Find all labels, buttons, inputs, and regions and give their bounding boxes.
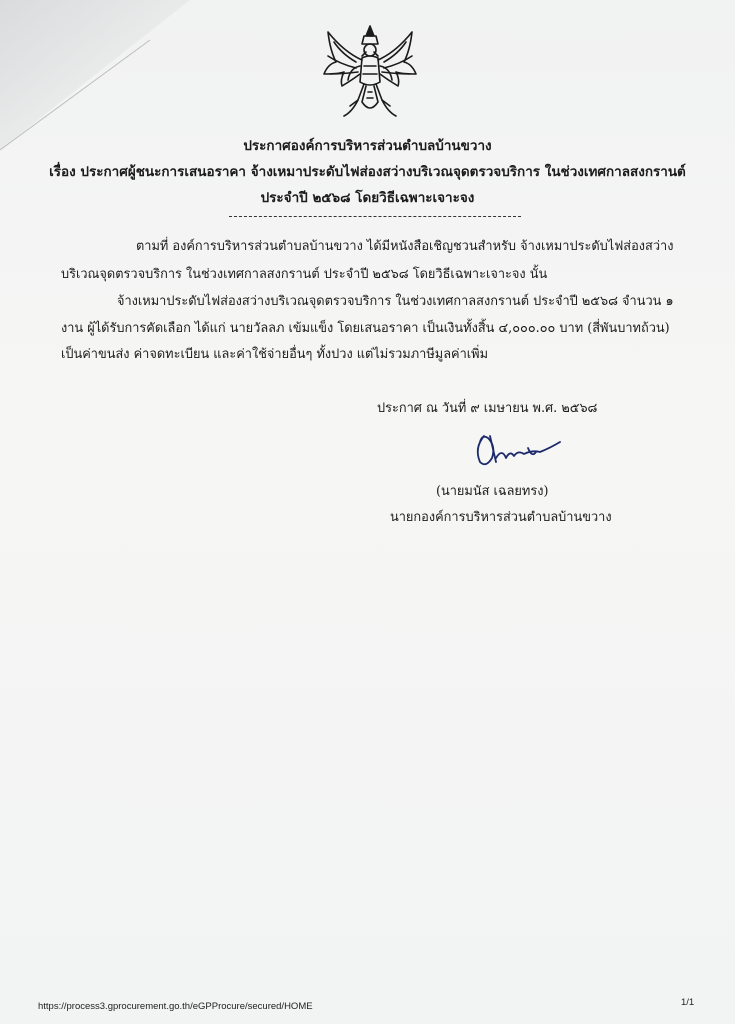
body-paragraph-2-line-2: งาน ผู้ได้รับการคัดเลือก ได้แก่ นายวัลลภ เข้มแข็ง โดยเสนอราคา เป็นเงินทั้งสิ้น ๔,๐๐๐.๐๐ บาท (สี่พันบาทถ้วน) [61,321,670,336]
footer-url: https://process3.gprocurement.go.th/eGPProcure/secured/HOME [38,1001,313,1012]
subject-line-1: เรื่อง ประกาศผู้ชนะการเสนอราคา จ้างเหมาประดับไฟส่องสว่างบริเวณจุดตรวจบริการ ในช่วงเทศกาลสงกรานต์ [49,164,686,180]
footer-page-number: 1/1 [681,997,695,1008]
subject-line-2: ประจำปี ๒๕๖๘ โดยวิธีเฉพาะเจาะจง [260,190,475,206]
signer-name: (นายมนัส เฉลยทรง) [436,484,549,499]
body-paragraph-2-line-3: เป็นค่าขนส่ง ค่าจดทะเบียน และค่าใช้จ่ายอื่นๆ ทั้งปวง แต่ไม่รวมภาษีมูลค่าเพิ่ม [61,347,489,362]
dashed-divider [229,216,521,217]
handwritten-signature-icon [470,428,566,472]
garuda-emblem-icon [322,22,418,122]
announcement-date: ประกาศ ณ วันที่ ๙ เมษายน พ.ศ. ๒๕๖๘ [377,401,598,416]
body-paragraph-2-line-1: จ้างเหมาประดับไฟส่องสว่างบริเวณจุดตรวจบริการ ในช่วงเทศกาลสงกรานต์ ประจำปี ๒๕๖๘ จำนวน ๑ [117,294,674,309]
body-paragraph-1-line-1: ตามที่ องค์การบริหารส่วนตำบลบ้านขวาง ได้มีหนังสือเชิญชวนสำหรับ จ้างเหมาประดับไฟส่องสว่าง [136,239,674,254]
organization-title: ประกาศองค์การบริหารส่วนตำบลบ้านขวาง [243,138,492,154]
signer-title: นายกองค์การบริหารส่วนตำบลบ้านขวาง [390,510,612,525]
body-paragraph-1-line-2: บริเวณจุดตรวจบริการ ในช่วงเทศกาลสงกรานต์ ประจำปี ๒๕๖๘ โดยวิธีเฉพาะเจาะจง นั้น [61,267,548,282]
